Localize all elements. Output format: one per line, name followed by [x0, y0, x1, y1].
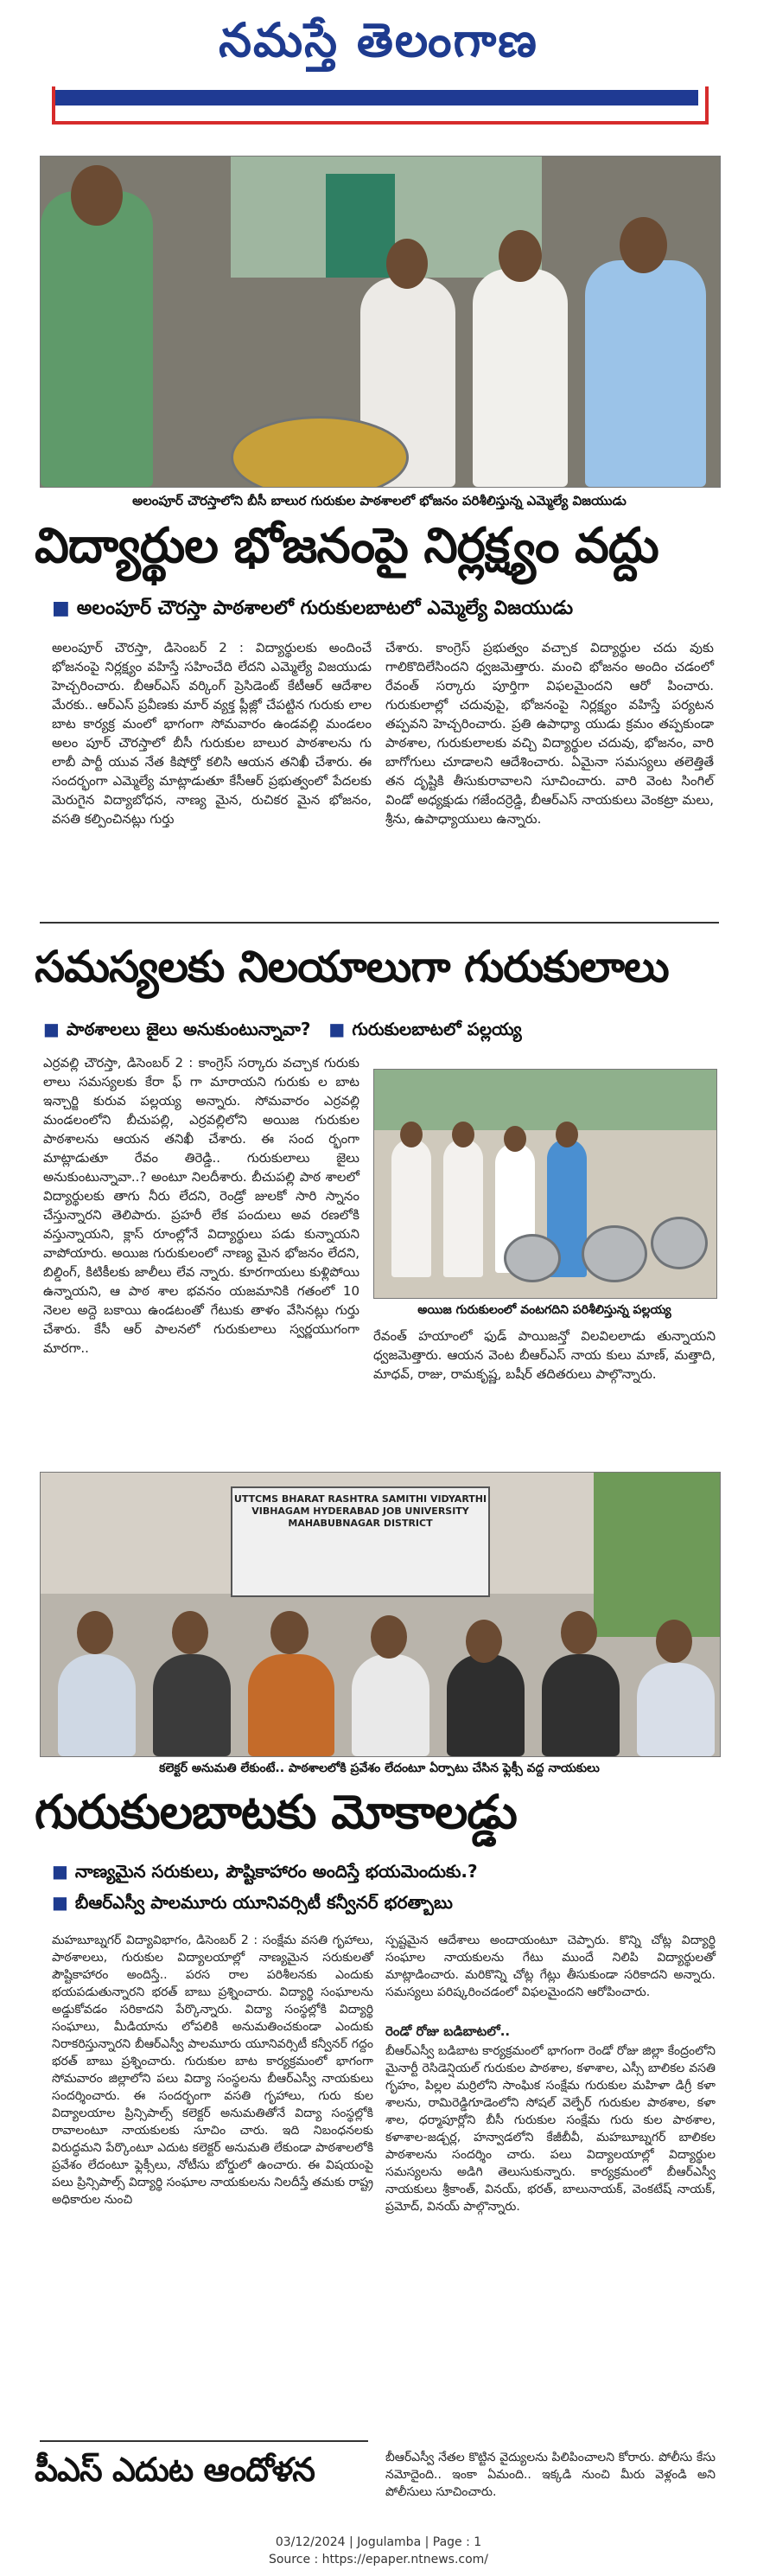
story2-headline: సమస్యలకు నిలయాలుగా గురుకులాలు	[35, 942, 669, 992]
masthead	[0, 0, 757, 130]
newspaper-title: నమస్తే తెలంగాణ	[219, 12, 538, 67]
flexi-banner: UTTCMS BHARAT RASHTRA SAMITHI VIDYARTHI VIBHAGAM HYDERABAD JOB UNIVERSITY MAHABUBNAGAR DISTRICT	[231, 1486, 490, 1597]
divider	[40, 922, 719, 924]
bullet-icon: ■	[52, 1892, 68, 1913]
story1-column-1: అలంపూర్ చౌరస్తా, డిసెంబర్ 2 : విద్యార్థులకు అందించే భోజనంపై నిర్లక్ష్యం వహిస్తే సహించేది లేదని ఎమ్మెల్యే విజయుడు హెచ్చరించారు. బీఆర్ఎస్ వర్కింగ్ ప్రెసిడెంట్ కేటీఆర్ ఆదేశాల మేరకు.. ఆర్ఎస్ ప్రవీణకు మార్ వ్యక్త ప్లీజ్లో చేపట్టిన గురుకు లాల బాట కార్యక్ర మంలో భాగంగా సోమవారం ఉండవల్లి మండలం అలం పూర్ చౌరస్తాలో బీసీ గురుకుల బాలుర పాఠశాలను గు లాబీ పార్టీ యువ నేత కిషోర్తో కలిసి ఆయన తనిఖీ చేశారు. ఈ సందర్భంగా ఎమ్మెల్యే మాట్లాడుతూ కేసీఆర్ ప్రభుత్వంలో పేదలకు మెరుగైన విద్యాబోధన, నాణ్య మైన, రుచికర మైన భోజనం, వసతి కల్పించినట్లు గుర్తు	[52, 640, 372, 827]
story3-deck-1: ■ నాణ్యమైన సరుకులు, పౌష్టికాహారం అందిస్తే భయమెందుకు.?	[52, 1861, 478, 1882]
photo3-caption: కలెక్టర్ అనుమతి లేకుంటే.. పాఠశాలలోకి ప్రవేశం లేదంటూ ఏర్పాటు చేసిన ఫ్లెక్సీ వద్ద నాయకులు	[159, 1761, 600, 1775]
photo2-caption: అయిజ గురుకులంలో వంటగదిని పరిశీలిస్తున్న పల్లయ్య	[417, 1303, 671, 1317]
masthead-band	[55, 90, 698, 105]
story1-deck: ■ అలంపూర్ చౌరస్తా పాఠశాలలో గురుకులబాటలో ఎమ్మెల్యే విజయుడు	[52, 598, 574, 619]
edition-info: 03/12/2024 | Jogulamba | Page : 1	[275, 2535, 482, 2549]
source-url: Source : https://epaper.ntnews.com/	[268, 2553, 489, 2566]
bullet-icon: ■	[328, 1019, 346, 1039]
story4-headline: పీఎస్ ఎదుట ఆందోళన	[35, 2451, 315, 2489]
story4-column: బీఆర్ఎస్వీ నేతల కొట్టిన వైద్యులను పిలిపించాలని కోరారు. పోలీసు కేసు నమోదైంది.. ఇంకా ఏమంది.. ఇక్కడి నుంచి మీరు వెళ్లండి అని పోలీసులు సూచించారు.	[385, 2451, 716, 2499]
story3-column-2b: బీఆర్ఎస్వీ బడిబాట కార్యక్రమంలో భాగంగా రెండో రోజు జిల్లా కేంద్రంలోని మైనార్టీ రెసిడెన్షియల్ గురుకుల పాఠశాల, కళాశాల, ఎస్సీ బాలికల వసతి గృహం, పిల్లల మర్రిలోని సాంఘిక సంక్షేమ గురుకుల మహిళా డిగ్రీ కళా శాలను, రామిరెడ్డిగూడెంలోని సోషల్ వెల్ఫేర్ గురుకుల పాఠశాల, కళా శాల, ధర్మాపూర్లోని బీసీ గురుకుల సంక్షేమ గురు కుల పాఠశాల, కళాశాల-జడ్చర్ల, హన్వాడలోని కేజీబీవీ, మహబూబ్నగర్ బాలికల పాఠశాలను సందర్శిం చారు. పలు విద్యాలయాల్లో విద్యార్థుల సమస్యలను అడిగి తెలుసుకున్నారు. కార్యక్రమంలో బీఆర్ఎస్వీ నాయకులు శ్రీకాంత్, వినయ్, భరత్, బాలునాయక్, వెంకటేష్ నాయక్, ప్రమోద్, వినయ్ పాల్గొన్నారు.	[385, 2044, 716, 2214]
bullet-icon: ■	[52, 598, 70, 619]
page-footer	[0, 2534, 757, 2568]
divider	[40, 2440, 368, 2442]
story2-column-1: ఎర్రవల్లి చౌరస్తా, డిసెంబర్ 2 : కాంగ్రెస్ సర్కారు వచ్చాక గురుకు లాలు సమస్యలకు కేరా ఫ్ గా మారాయని గురుకు ల బాట ఇన్చార్జి కురువ పల్లయ్య అన్నారు. సోమవారం ఎర్రవల్లి మండలంలోని బీచుపల్లి, ఎర్రవల్లిలోని అయిజ గురుకుల పాఠశాలను ఆయన తనిఖీ చేశారు. ఈ సంద ర్భంగా మాట్లాడుతూ రేవం తిరెడ్డి.. గురుకులాలు జైలు అనుకుంటున్నావా..? అంటూ నిలదీశారు. బీచుపల్లి పాఠ శాలలో విద్యార్థులకు తాగు నీరు లేదని, రెండ్రో జులకో సారి స్నానం చేస్తున్నారని తెలిపారు. ప్రహరీ లేక పందులు అవ రణలోకి వస్తున్నాయని, క్లాస్ రూంల్లోనే విద్యార్థులు పడు కున్నాయని వాపోయారు. అయిజ గురుకులంలో నాణ్య మైన భోజనం లేదని, బిల్డింగ్, కిటికీలకు జాలీలు లేవ న్నారు. కూరగాయలు కుళ్లిపోయి ఉన్నాయని, ఆ పాఠ శాల భవనం యజమానికి గతంలో 10 నెలల అద్దె బకాయి ఉండటంతో గేటుకు తాళం వేసినట్లు గుర్తు చేశారు. కేసీ ఆర్ పాలనలో గురుకులాలు స్వర్ణయుగంగా మారగా..	[43, 1055, 359, 1356]
story3-column-1: మహబూబ్నగర్ విద్యావిభాగం, డిసెంబర్ 2 : సంక్షేమ వసతి గృహాలు, పాఠశాలలు, గురుకుల విద్యాలయాల్లో నాణ్యమైన సరుకులతో పౌష్టికాహారం అందిస్తే.. పరస రాల పరిశీలనకు ఎందుకు భయపడుతున్నారని భరత్ బాబు ప్రశ్నించారు. విద్యార్థి సంఘాలను అడ్డుకోవడం సరికాదని పేర్కొన్నారు. విద్యా సంస్థల్లోకి విద్యార్థి సంఘాలు, మీడియాను లోపలికి అనుమతించకుండా ఎందుకు నిరాకరిస్తున్నారని బీఆర్ఎస్వీ పాలమూరు యూనివర్సిటీ కన్వీనర్ గద్దం భరత్ బాబు ప్రశ్నించారు. గురుకుల బాట కార్యక్రమంలో భాగంగా సోమవారం జిల్లాలోని పలు విద్యా సంస్థలను బీఆర్ఎస్వీ నాయకులు సందర్శించారు. ఈ సందర్భంగా వసతి గృహాలు, గురు కుల విద్యాలయాల ప్రిన్సిపాల్స్ కలెక్టర్ అనుమతితోనే విద్యా సంస్థల్లోకి రావాలంటూ నాయకులకు సూచిం చారు. ఇది నిబంధనలకు విరుద్ధమని పేర్కొంటూ ఎదుట కలెక్టర్ అనుమతి లేకుండా పాఠశాలలోకి ప్రవేశం లేదంటూ ఫ్లెక్సీలు, నోటీసు బోర్డులో ఉంచారు. ఈ విషయంపై పలు ప్రిన్సిపాల్స్ విద్యార్థి సంఘాల నాయకులను నిలదీస్తే తమకు రాష్ట్ర అధికారుల నుంచి	[52, 1934, 373, 2207]
story3-subhead: రెండో రోజు బడిబాటలో..	[385, 2023, 511, 2039]
story3-deck-2: ■ బీఆర్ఎస్వీ పాలమూరు యూనివర్సిటీ కన్వీనర్ భరత్బాబు	[52, 1892, 453, 1913]
story3-headline: గురుకులబాటకు మోకాలడ్డు	[35, 1785, 517, 1839]
photo-flexi-leaders	[40, 1472, 721, 1757]
photo-mla-inspection	[40, 156, 721, 488]
bullet-icon: ■	[52, 1861, 68, 1882]
story2-deck: ■ పాఠశాలలు జైలు అనుకుంటున్నావా? ■ గురుకులబాటలో పల్లయ్య	[43, 1019, 522, 1039]
bullet-icon: ■	[43, 1019, 60, 1039]
photo1-caption: అలంపూర్ చౌరస్తాలోని బీసీ బాలుర గురుకుల పాఠశాలలో భోజనం పరిశీలిస్తున్న ఎమ్మెల్యే విజయుడు	[132, 493, 627, 508]
photo-kitchen-inspection	[373, 1069, 717, 1299]
story1-column-2: చేశారు. కాంగ్రెస్ ప్రభుత్వం వచ్చాక విద్యార్థుల చదు వుకు గాలికొదిలేసిందని ధ్వజమెత్తారు. మంచి భోజనం అందిం చడంలో రేవంత్ సర్కారు పూర్తిగా విఫలమైందని ఆరో పించారు. గురుకులాల్లో చదువుపై, భోజనంపై నిర్లక్ష్యం వహిస్తే పర్యటన తప్పవని హెచ్చరించారు. ప్రతి ఉపాధ్యా యుడు క్రమం తప్పకుండా పాఠశాల, గురుకులాలకు వచ్చి విద్యార్థుల చదువు, భోజనం, వారి బాగోగులు చూడాలని ఆదేశించారు. ఏమైనా సమస్యలు తలెత్తితే తన దృష్టికి తీసుకురావాలని సూచించారు. వారి వెంట సింగిల్ విండో అధ్యక్షుడు గజేందర్రెడ్డి, బీఆర్ఎస్ నాయకులు వెంకట్రా మలు, శ్రీను, ఉపాధ్యాయులు ఉన్నారు.	[385, 640, 714, 827]
story3-column-2a: స్పష్టమైన ఆదేశాలు అందాయంటూ చెప్పారు. కొన్ని చోట్ల విద్యార్థి సంఘాల నాయకులను గేటు ముందే నిలిపి విద్యార్థులతో మాట్లాడించారు. మరికొన్ని చోట్ల గేట్లు తీసుకుండా సరికాదని అన్నారు. సమస్యలు పరిష్కరించడంలో విఫలమైందని ఆరోపించారు.	[385, 1934, 716, 1999]
story2-column-2: రేవంత్ హయాంలో ఫుడ్ పాయిజన్తో విలవిలలాడు తున్నాయని ధ్వజమెత్తారు. ఆయన వెంట బీఆర్ఎస్ నాయ కులు మాణ్, మత్తాది, మాధవ్, రాజు, రామకృష్ణ, బషీర్ తదితరులు పాల్గొన్నారు.	[373, 1328, 716, 1382]
story1-headline: విద్యార్థుల భోజనంపై నిర్లక్ష్యం వద్దు	[35, 518, 658, 574]
